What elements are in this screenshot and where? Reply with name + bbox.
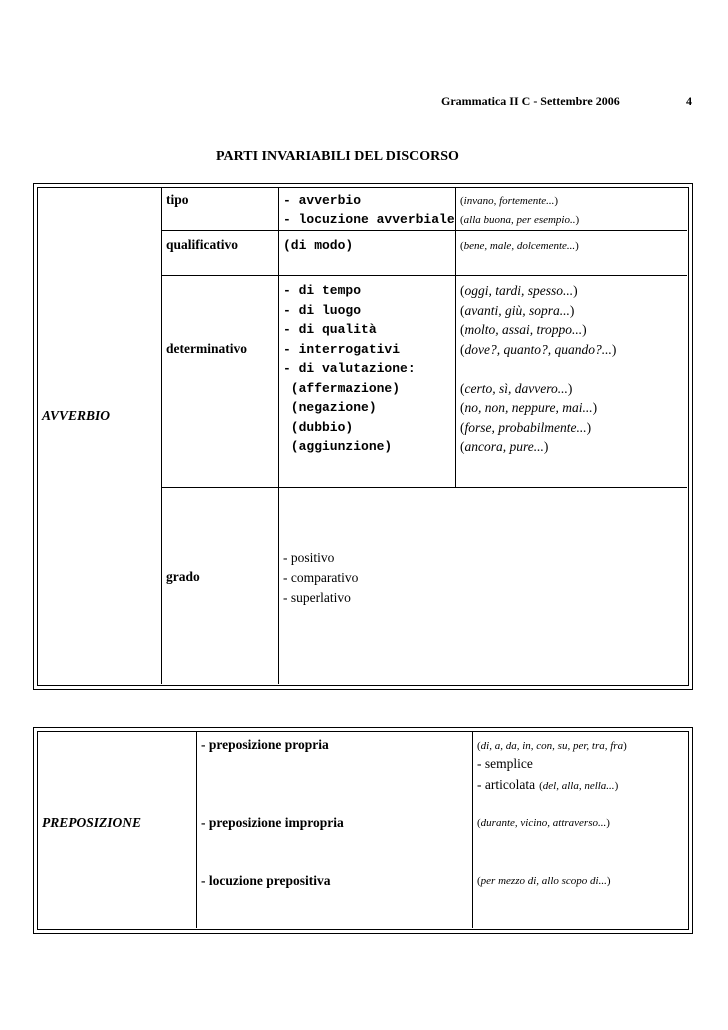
determinativo-item: - di valutazione: [283,361,416,376]
determinativo-item: (aggiunzione) [283,439,393,454]
section-title: PARTI INVARIABILI DEL DISCORSO [216,149,459,164]
tipo-label: tipo [166,192,189,207]
tipo-item: - locuzione avverbiale [283,212,455,227]
determinativo-example: (dove?, quanto?, quando?...) [460,341,617,357]
preposizione-propria-example: (di, a, da, in, con, su, per, tra, fra) [477,740,627,752]
determinativo-example: (molto, assai, troppo...) [460,322,587,337]
grado-item: - superlativo [283,590,351,605]
preposizione-impropria-example: (durante, vicino, attraverso...) [477,817,610,829]
preposizione-propria-label: - preposizione propria [201,737,329,752]
page-number: 4 [686,94,692,108]
tipo-example: (invano, fortemente...) [460,195,559,207]
determinativo-examples [460,281,616,457]
determinativo-items [283,281,416,457]
determinativo-example: (oggi, tardi, spesso...) [460,283,578,298]
preposizione-articolata: - articolata (del, alla, nella...) [477,777,619,792]
determinativo-label: determinativo [166,341,247,356]
avverbio-label: AVVERBIO [42,408,111,423]
determinativo-item: (affermazione) [283,380,401,396]
tipo-item: - avverbio [283,193,362,208]
grado-item: - comparativo [283,570,359,585]
preposizione-label: PREPOSIZIONE [42,815,142,830]
determinativo-item: (negazione) [283,400,377,415]
determinativo-item: - di tempo [283,283,362,298]
determinativo-example-empty [460,359,616,379]
document-header-title: Grammatica II C - Settembre 2006 [441,94,620,108]
grado-items [283,548,358,608]
tipo-example: (alla buona, per esempio..) [460,214,580,226]
determinativo-item: (dubbio) [283,419,354,435]
grado-label: grado [166,569,200,584]
locuzione-prepositiva-label: - locuzione prepositiva [201,873,331,888]
locuzione-prepositiva-example: (per mezzo di, allo scopo di...) [477,875,611,887]
determinativo-example: (ancora, pure...) [460,439,549,454]
determinativo-item: - interrogativi [283,341,401,357]
determinativo-example: (avanti, giù, sopra...) [460,302,575,318]
qualificativo-label: qualificativo [166,237,239,252]
qualificativo-item: (di modo) [283,238,354,253]
determinativo-example: (forse, probabilmente...) [460,419,592,435]
preposizione-semplice: - semplice [477,756,533,771]
determinativo-item: - di luogo [283,302,362,318]
preposizione-impropria-label: - preposizione impropria [201,815,344,830]
determinativo-example: (certo, sì, davvero...) [460,380,573,396]
grado-item: - positivo [283,550,335,565]
qualificativo-example: (bene, male, dolcemente...) [460,240,579,252]
determinativo-example: (no, non, neppure, mai...) [460,400,598,415]
determinativo-item: - di qualità [283,322,377,337]
